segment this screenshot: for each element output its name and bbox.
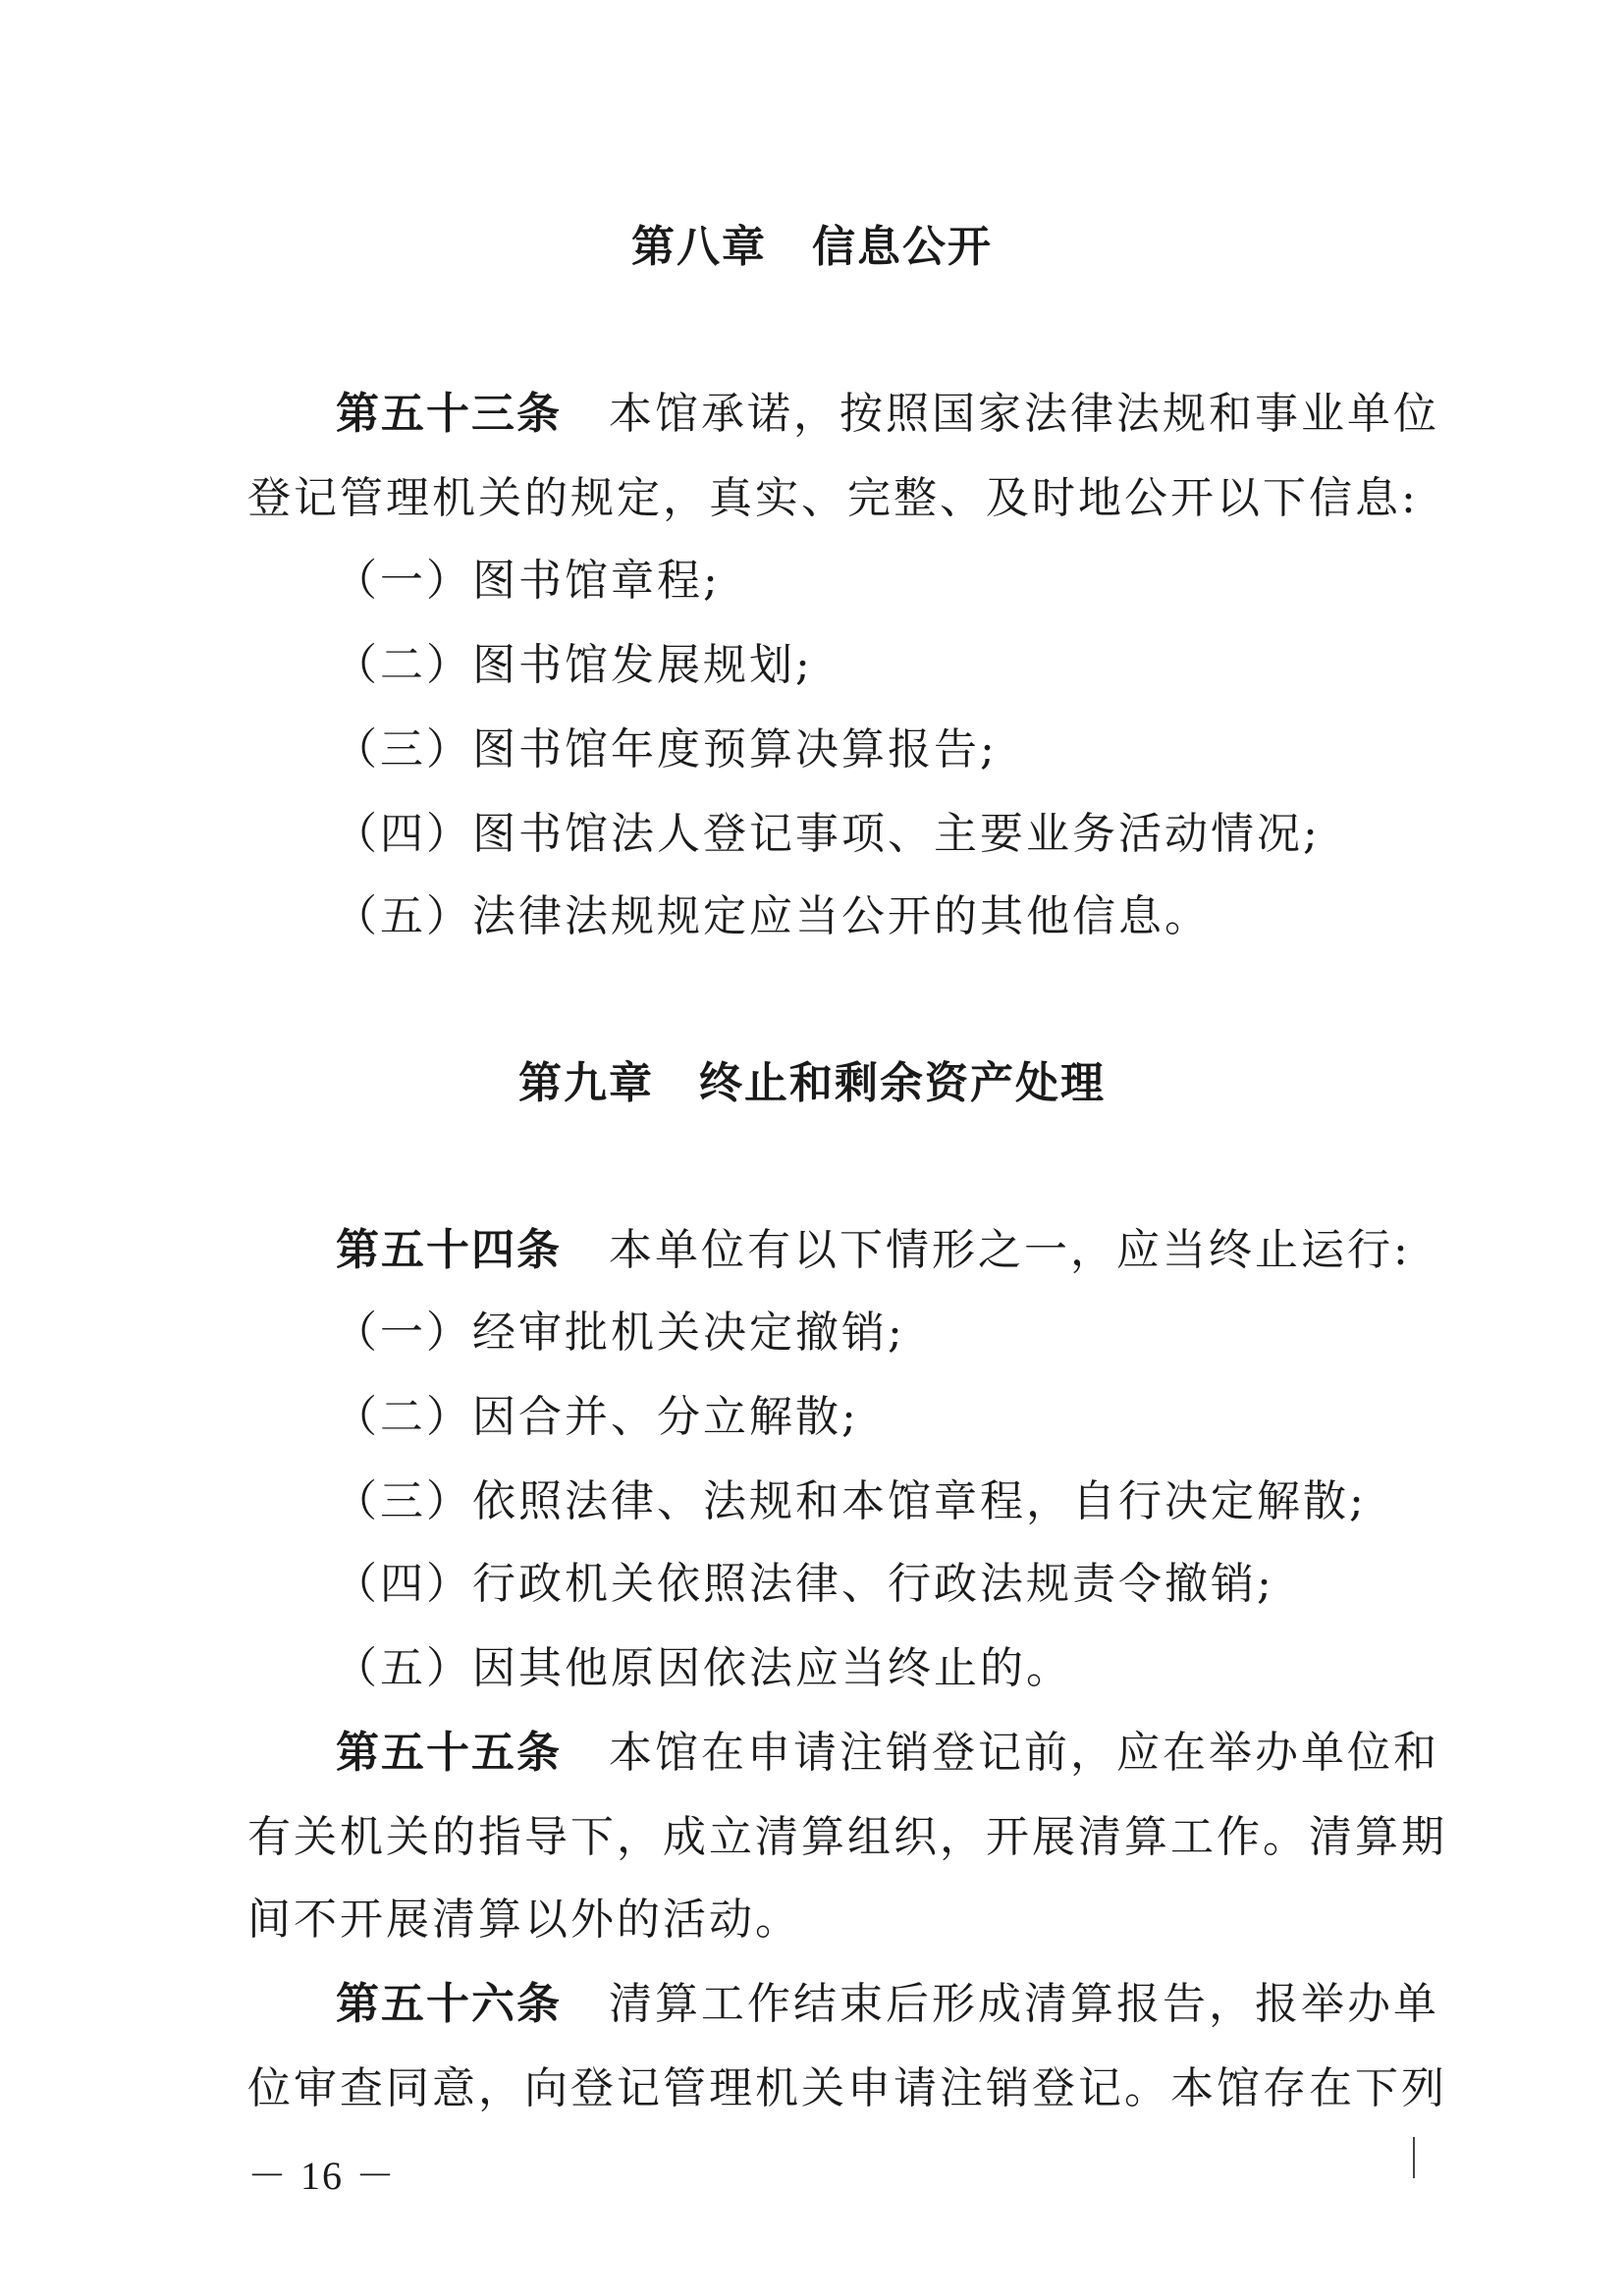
article-53-item-4: （四）图书馆法人登记事项、主要业务活动情况; [334, 809, 1321, 859]
article-53-item-3: （三）图书馆年度预算决算报告; [334, 724, 998, 774]
page-number: － 16 － [247, 2154, 397, 2198]
article-54-item-4: （四）行政机关依照法律、行政法规责令撤销; [334, 1559, 1274, 1609]
article-53-item-1: （一）图书馆章程; [334, 556, 721, 606]
article-53-line-2: 登记管理机关的规定，真实、完整、及时地公开以下信息: [247, 473, 1419, 523]
article-54-label: 第五十四条 [336, 1225, 562, 1275]
article-56-line-1 [336, 1975, 1439, 2034]
article-53-label: 第五十三条 [336, 389, 562, 439]
article-56-text-1: 清算工作结束后形成清算报告，报举办单 [609, 1979, 1439, 2029]
article-55-line-2: 有关机关的指导下，成立清算组织，开展清算工作。清算期 [247, 1812, 1447, 1862]
article-55-line-3: 间不开展清算以外的活动。 [247, 1895, 801, 1945]
article-56-line-2: 位审查同意，向登记管理机关申请注销登记。本馆存在下列 [247, 2063, 1447, 2113]
article-53-text-1: 本馆承诺，按照国家法律法规和事业单位 [609, 389, 1439, 439]
margin-mark [1413, 2137, 1415, 2178]
article-54-item-5: （五）因其他原因依法应当终止的。 [334, 1643, 1072, 1693]
article-56-label: 第五十六条 [336, 1979, 562, 2029]
article-53-line-1 [336, 385, 1439, 444]
article-55-label: 第五十五条 [336, 1728, 562, 1778]
article-54-line-1 [336, 1221, 1411, 1280]
article-55-line-1 [336, 1724, 1439, 1783]
article-54-text-1: 本单位有以下情形之一，应当终止运行: [609, 1225, 1411, 1275]
article-54-item-1: （一）经审批机关决定撤销; [334, 1308, 905, 1358]
article-54-item-3: （三）依照法律、法规和本馆章程，自行决定解散; [334, 1476, 1367, 1526]
article-54-item-2: （二）因合并、分立解散; [334, 1392, 859, 1442]
chapter-9-heading: 第九章 终止和剩余资产处理 [518, 1058, 1106, 1108]
chapter-8-heading: 第八章 信息公开 [631, 222, 993, 272]
article-55-text-1: 本馆在申请注销登记前，应在举办单位和 [609, 1728, 1439, 1778]
article-53-item-5: （五）法律法规规定应当公开的其他信息。 [334, 891, 1211, 941]
article-53-item-2: （二）图书馆发展规划; [334, 640, 813, 690]
